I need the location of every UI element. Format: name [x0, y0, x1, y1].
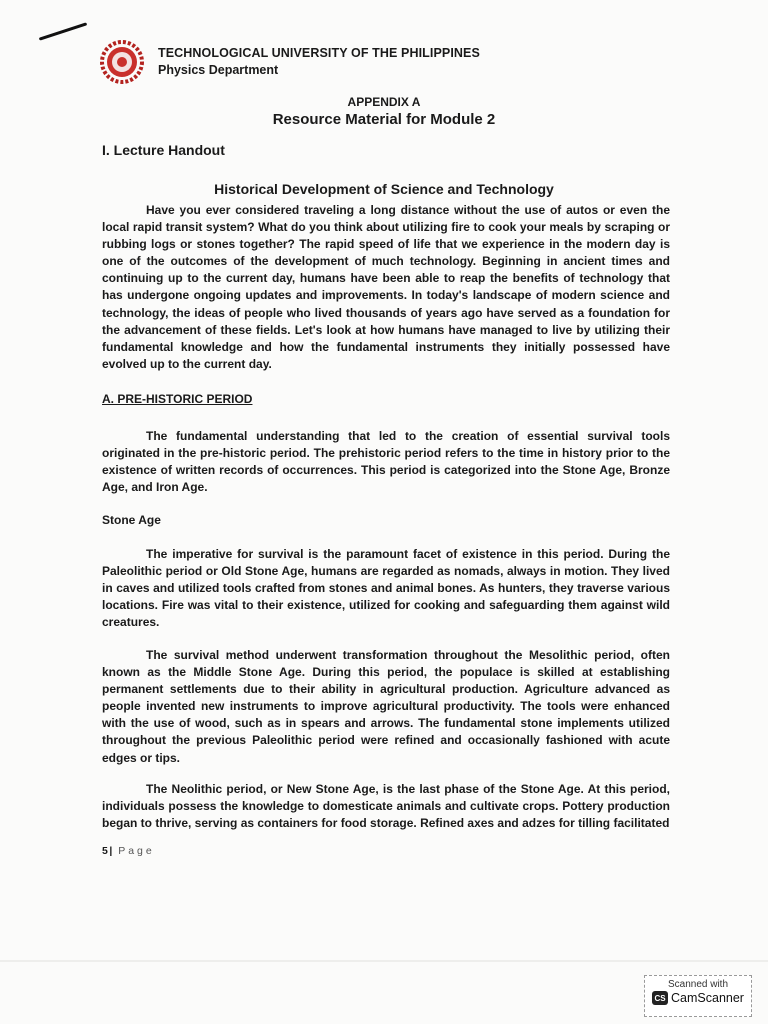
camscanner-logo-icon: CS — [652, 991, 668, 1005]
resource-title: Resource Material for Module 2 — [272, 111, 496, 128]
university-seal-icon — [100, 40, 144, 84]
paleolithic-paragraph: The imperative for survival is the paramount facet of existence in this period. During the Paleolithic period or Old Stone Age, humans are regarded as nomads, always in motion. They lived in caves and utilized tools crafted from stones and animal bones. As hunters, they traverse various locations. Fire was vital to their existence, utilized for cooking and safeguarding them against wild creatures. — [102, 547, 670, 630]
page-edge — [0, 960, 768, 962]
main-title: Historical Development of Science and Technology — [214, 181, 554, 197]
camscanner-watermark — [644, 975, 752, 1017]
neolithic-term: Neolithic period — [171, 782, 264, 796]
camscanner-brand: CamScanner — [671, 991, 744, 1005]
mesolithic-paragraph: The survival method underwent transformation throughout the Mesolithic period, often known as the Middle Stone Age. During this period, the populace is skilled at establishing permanent settlements due to their ability in agricultural production. Agriculture advanced as people invented new instruments to improve agricultural productivity. The tools were enhanced with the use of wood, such as in spears and arrows. The fundamental stone implements utilized throughout the previous Paleolithic period were refined and occasionally fashioned with acute edges or tips. — [102, 648, 670, 765]
university-name: TECHNOLOGICAL UNIVERSITY OF THE PHILIPPINES — [158, 46, 480, 60]
neolithic-paragraph: The Neolithic period, or New Stone Age, is the last phase of the Stone Age. At this period, individuals possess the knowledge to domesticate animals and cultivate crops. Pottery production began to thrive, serving as containers for food storage. Refined axes and adzes for tilling facilitated — [102, 782, 670, 831]
section-a-heading: A. PRE-HISTORIC PERIOD — [102, 392, 253, 406]
mesolithic-term: Mesolithic period — [528, 648, 631, 662]
page-number: 5| Page — [102, 845, 155, 857]
section-a-paragraph: The fundamental understanding that led to the creation of essential survival tools originated in the pre-historic period. The prehistoric period refers to the time in history prior to the existence of written records of occurrences. This period is categorized into the Stone Age, Bronze Age, and Iron Age. — [102, 429, 670, 495]
letterhead — [100, 40, 480, 84]
lecture-heading: I. Lecture Handout — [102, 142, 225, 158]
appendix-label: APPENDIX A — [347, 95, 421, 109]
paleolithic-term: Paleolithic period — [102, 564, 203, 579]
scanned-with-label: Scanned with — [667, 979, 729, 990]
department-name: Physics Department — [158, 63, 279, 77]
intro-paragraph: Have you ever considered traveling a long distance without the use of autos or even the local rapid transit system? What do you think about utilizing fire to cook your meals by scraping or rubbing logs or stones together? The rapid speed of life that we experience in the modern day is one of the outcomes of the development of much technology. Beginning in ancient times and continuing up to the current day, humans have been able to reap the benefits of technology that has undergone ongoing updates and improvements. In today's landscape of modern science and technology, the ideas of people who lived thousands of years ago have served as a foundation for the advancement of these fields. Let's look at how humans have managed to live by utilizing their fundamental knowledge and how the fundamental instruments they initially possessed have evolved up to the current day. — [102, 203, 670, 371]
stone-age-heading: Stone Age — [102, 513, 161, 527]
pen-mark — [39, 22, 87, 40]
